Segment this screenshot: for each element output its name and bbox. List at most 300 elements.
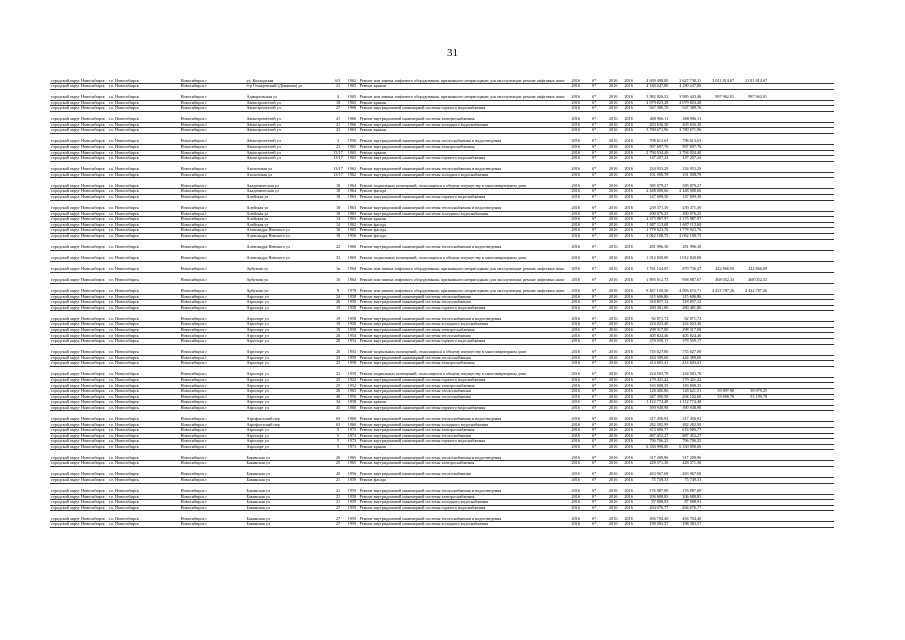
cell-year: 1952 — [345, 383, 358, 389]
cell-district: городской округ Новосибирск — [50, 405, 108, 411]
cell-work-type: Ремонт внутридомовой инженерной системы теплоснабжения — [359, 466, 569, 477]
cell-district: городской округ Новосибирск — [50, 483, 108, 494]
cell-district: городской округ Новосибирск — [50, 194, 108, 200]
cell-total-cost: 414 603,41 — [636, 361, 669, 367]
cell-other-cost — [801, 89, 834, 100]
cell-street: Аэропорт ул — [245, 366, 330, 377]
cell-house: 5 — [331, 439, 345, 445]
cell-city: Новосибирск г — [180, 444, 246, 450]
cell-owner-cost — [768, 73, 801, 84]
cell-street: Аэропорт ул — [245, 305, 330, 311]
cell-period: 6* — [583, 400, 606, 406]
cell-district: городской округ Новосибирск — [50, 305, 108, 311]
cell-fund-cost: 282 282,99 — [669, 422, 702, 428]
cell-city: Новосибирск г — [180, 311, 246, 322]
cell-year: 1965 — [345, 89, 358, 100]
cell-local-cost — [735, 250, 768, 261]
cell-work-type: Ремонт или замена лифтового оборудования, признанного непригодным для эксплуатации, ремонт лифтовых шахт — [359, 73, 569, 84]
cell-year: 1973 — [345, 428, 358, 434]
cell-street: Александра Невского ул — [245, 250, 330, 261]
cell-start-year: 2016 — [606, 505, 621, 511]
cell-street: Азолитовая ул — [245, 172, 330, 178]
cell-local-cost — [735, 239, 768, 250]
cell-year: 1965 — [345, 228, 358, 234]
cell-fund-cost: 183 808,35 — [669, 383, 702, 389]
cell-work-type: Ремонт крыши — [359, 84, 569, 90]
cell-city: Новосибирск г — [180, 389, 246, 395]
cell-street: Аэрофлотский пер — [245, 411, 330, 422]
cell-city: Новосибирск г — [180, 156, 246, 162]
cell-total-cost: 2 448 008,66 — [636, 189, 669, 195]
cell-district: городской округ Новосибирск — [50, 466, 108, 477]
cell-district: городской округ Новосибирск — [50, 327, 108, 333]
cell-plan-year: 2016 — [569, 239, 583, 250]
cell-start-year: 2016 — [606, 405, 621, 411]
cell-fund-cost: 2 794 034,40 — [669, 150, 702, 156]
cell-district: городской округ Новосибирск — [50, 333, 108, 339]
cell-city: Новосибирск г — [180, 261, 246, 272]
cell-plan-year: 2016 — [569, 294, 583, 300]
cell-budget-cost — [702, 311, 735, 322]
cell-street: Бакинская ул — [245, 483, 330, 494]
cell-end-year: 2016 — [621, 239, 636, 250]
cell-work-type: Ремонт внутридомовой инженерной системы электроснабжения — [359, 494, 569, 500]
cell-total-cost: 128 400,86 — [636, 389, 669, 395]
cell-owner-cost — [768, 450, 801, 461]
cell-city: Новосибирск г — [180, 383, 246, 389]
cell-house: 21 — [331, 494, 345, 500]
cell-city: Новосибирск г — [180, 377, 246, 383]
cell-fund-cost: 456 704,40 — [669, 511, 702, 522]
cell-year: 1956 — [345, 466, 358, 477]
cell-start-year: 2016 — [606, 250, 621, 261]
cell-street: Александра Невского ул — [245, 228, 330, 234]
cell-year: 1965 — [345, 150, 358, 156]
cell-work-type: Ремонт внутридомовой инженерной системы горячего водоснабжения — [359, 505, 569, 511]
cell-period: 6* — [583, 405, 606, 411]
cell-district: городской округ Новосибирск — [50, 377, 108, 383]
cell-owner-cost — [768, 511, 801, 522]
page-number: 31 — [447, 47, 458, 59]
cell-street: Бакинская ул — [245, 511, 330, 522]
cell-budget-cost — [702, 466, 735, 477]
cell-district: городской округ Новосибирск — [50, 272, 108, 283]
cell-settlement: г.о. Новосибирск — [108, 339, 180, 345]
cell-year: 1959 — [345, 477, 358, 483]
cell-settlement: г.о. Новосибирск — [108, 150, 180, 156]
cell-plan-year: 2016 — [569, 366, 583, 377]
cell-period: 6* — [583, 361, 606, 367]
cell-year: 1963 — [345, 128, 358, 134]
cell-end-year: 2016 — [621, 422, 636, 428]
cell-total-cost: 281 996,30 — [636, 239, 669, 250]
cell-end-year: 2016 — [621, 389, 636, 395]
cell-settlement: г.о. Новосибирск — [108, 377, 180, 383]
cell-start-year: 2016 — [606, 194, 621, 200]
cell-house: 45 — [331, 405, 345, 411]
cell-fund-cost: 444 389,60 — [669, 355, 702, 361]
cell-period: 6* — [583, 433, 606, 439]
cell-plan-year: 2016 — [569, 433, 583, 439]
cell-work-type: Ремонт подвальных помещений, относящихся к общему имуществу в многоквартирном доме — [359, 344, 569, 355]
cell-plan-year: 2016 — [569, 200, 583, 211]
cell-district: городской округ Новосибирск — [50, 433, 108, 439]
cell-work-type: Ремонт или замена лифтового оборудования, признанного непригодным для эксплуатации, ремонт лифтовых шахт — [359, 272, 569, 283]
cell-plan-year: 2016 — [569, 500, 583, 506]
cell-end-year: 2016 — [621, 411, 636, 422]
cell-city: Новосибирск г — [180, 283, 246, 294]
cell-start-year: 2016 — [606, 128, 621, 134]
cell-year: 1965 — [345, 100, 358, 106]
cell-period: 6* — [583, 200, 606, 211]
cell-year: 1954 — [345, 344, 358, 355]
cell-end-year: 2016 — [621, 222, 636, 228]
cell-end-year: 2016 — [621, 494, 636, 500]
cell-house: 23 — [331, 355, 345, 361]
cell-budget-cost — [702, 133, 735, 144]
cell-house: 8 — [331, 283, 345, 294]
cell-district: городской округ Новосибирск — [50, 178, 108, 189]
cell-house: 23 — [331, 361, 345, 367]
cell-district: городской округ Новосибирск — [50, 366, 108, 377]
cell-settlement: г.о. Новосибирск — [108, 344, 180, 355]
cell-total-cost: 75 749,33 — [636, 477, 669, 483]
cell-total-cost: 405 824,46 — [636, 333, 669, 339]
cell-settlement: г.о. Новосибирск — [108, 228, 180, 234]
cell-total-cost: 1 687 113,68 — [636, 222, 669, 228]
cell-city: Новосибирск г — [180, 272, 246, 283]
cell-end-year: 2016 — [621, 272, 636, 283]
cell-start-year: 2016 — [606, 161, 621, 172]
cell-period: 6* — [583, 450, 606, 461]
cell-start-year: 2016 — [606, 466, 621, 477]
cell-end-year: 2016 — [621, 128, 636, 134]
cell-city: Новосибирск г — [180, 461, 246, 467]
cell-street: Авиастроителей ул — [245, 156, 330, 162]
cell-fund-cost: 176 987,00 — [669, 483, 702, 494]
cell-owner-cost — [768, 250, 801, 261]
cell-year: 1963 — [345, 194, 358, 200]
cell-end-year: 2016 — [621, 405, 636, 411]
cell-city: Новосибирск г — [180, 189, 246, 195]
cell-total-cost: 4 639 498,00 — [636, 73, 669, 84]
cell-period: 6* — [583, 333, 606, 339]
cell-period: 6* — [583, 189, 606, 195]
cell-year: 1959 — [345, 511, 358, 522]
cell-year: 1965 — [345, 156, 358, 162]
cell-period: 6* — [583, 422, 606, 428]
cell-end-year: 2016 — [621, 161, 636, 172]
cell-start-year: 2016 — [606, 327, 621, 333]
cell-street: Авиастроителей ул — [245, 128, 330, 134]
cell-house: 14 — [331, 217, 345, 223]
cell-work-type: Ремонт подвальных помещений, относящихся к общему имуществу в многоквартирном доме — [359, 178, 569, 189]
cell-start-year: 2016 — [606, 477, 621, 483]
cell-owner-cost — [768, 366, 801, 377]
cell-end-year: 2016 — [621, 156, 636, 162]
cell-house: 20 — [331, 466, 345, 477]
cell-end-year: 2016 — [621, 322, 636, 328]
cell-start-year: 2016 — [606, 89, 621, 100]
cell-other-cost — [801, 111, 834, 122]
cell-period: 6* — [583, 73, 606, 84]
cell-budget-cost — [702, 511, 735, 522]
cell-city: Новосибирск г — [180, 222, 246, 228]
cell-start-year: 2016 — [606, 261, 621, 272]
cell-house: 13/17 — [331, 150, 345, 156]
cell-plan-year: 2016 — [569, 217, 583, 223]
cell-other-cost — [801, 411, 834, 422]
cell-city: Новосибирск г — [180, 361, 246, 367]
cell-district: городской округ Новосибирск — [50, 106, 108, 112]
cell-period: 6* — [583, 339, 606, 345]
cell-district: городской округ Новосибирск — [50, 150, 108, 156]
cell-period: 6* — [583, 494, 606, 500]
cell-work-type: Ремонт внутридомовой инженерной системы теплоснабжения — [359, 394, 569, 400]
cell-total-cost: 3 780 671,96 — [636, 128, 669, 134]
cell-owner-cost — [768, 261, 801, 272]
cell-district: городской округ Новосибирск — [50, 89, 108, 100]
cell-period: 6* — [583, 144, 606, 150]
cell-period: 6* — [583, 217, 606, 223]
cell-start-year: 2016 — [606, 322, 621, 328]
cell-year: 1973 — [345, 439, 358, 445]
cell-year: 1960 — [345, 411, 358, 422]
cell-settlement: г.о. Новосибирск — [108, 178, 180, 189]
cell-district: городской округ Новосибирск — [50, 294, 108, 300]
cell-settlement: г.о. Новосибирск — [108, 89, 180, 100]
cell-house: 1в — [331, 261, 345, 272]
cell-plan-year: 2016 — [569, 361, 583, 367]
cell-end-year: 2016 — [621, 178, 636, 189]
cell-total-cost: 298 317,00 — [636, 327, 669, 333]
cell-start-year: 2016 — [606, 217, 621, 223]
cell-start-year: 2016 — [606, 178, 621, 189]
cell-period: 6* — [583, 483, 606, 494]
cell-end-year: 2016 — [621, 522, 636, 528]
cell-street: Академическая ул — [245, 189, 330, 195]
cell-street: Алейская ул — [245, 222, 330, 228]
cell-house: 6/1 — [331, 73, 345, 84]
cell-plan-year: 2016 — [569, 233, 583, 239]
cell-street: Александра Невского ул — [245, 233, 330, 239]
cell-year: 1973 — [345, 444, 358, 450]
cell-house: 13/17 — [331, 161, 345, 172]
cell-year: 1964 — [345, 261, 358, 272]
cell-start-year: 2016 — [606, 422, 621, 428]
cell-year: 1973 — [345, 433, 358, 439]
cell-fund-cost: 198 383,57 — [669, 522, 702, 528]
cell-start-year: 2016 — [606, 189, 621, 195]
cell-city: Новосибирск г — [180, 439, 246, 445]
cell-settlement: г.о. Новосибирск — [108, 200, 180, 211]
cell-work-type: Ремонт крыши — [359, 400, 569, 406]
cell-fund-cost: 206 688,83 — [669, 494, 702, 500]
cell-fund-cost: 414 603,41 — [669, 361, 702, 367]
cell-plan-year: 2016 — [569, 522, 583, 528]
cell-city: Новосибирск г — [180, 200, 246, 211]
cell-plan-year: 2016 — [569, 300, 583, 306]
cell-street: Алейская ул — [245, 200, 330, 211]
cell-end-year: 2016 — [621, 439, 636, 445]
cell-work-type: Ремонт внутридомовой инженерной системы теплоснабжения и водоотведения — [359, 411, 569, 422]
cell-work-type: Ремонт крыши — [359, 217, 569, 223]
cell-start-year: 2016 — [606, 228, 621, 234]
cell-total-cost: 318 857,12 — [636, 300, 669, 306]
cell-plan-year: 2016 — [569, 272, 583, 283]
cell-budget-cost: 2 431 787,26 — [702, 283, 735, 294]
cell-house: 4 — [331, 89, 345, 100]
cell-district: городской округ Новосибирск — [50, 300, 108, 306]
cell-district: городской округ Новосибирск — [50, 189, 108, 195]
cell-start-year: 2016 — [606, 433, 621, 439]
cell-settlement: г.о. Новосибирск — [108, 327, 180, 333]
cell-city: Новосибирск г — [180, 161, 246, 172]
cell-work-type: Ремонт внутридомовой инженерной системы теплоснабжения — [359, 300, 569, 306]
cell-fund-cost: 2 448 008,66 — [669, 189, 702, 195]
cell-year: 1959 — [345, 494, 358, 500]
cell-work-type: Ремонт фасада — [359, 189, 569, 195]
cell-owner-cost — [768, 161, 801, 172]
cell-start-year: 2016 — [606, 511, 621, 522]
cell-street: Бакинская ул — [245, 494, 330, 500]
cell-year: 1956 — [345, 233, 358, 239]
cell-local-cost: 39 079,25 — [735, 389, 768, 395]
cell-work-type: Ремонт или замена лифтового оборудования, признанного непригодным для эксплуатации, ремонт лифтовых шахт — [359, 261, 569, 272]
cell-settlement: г.о. Новосибирск — [108, 505, 180, 511]
cell-local-cost — [735, 178, 768, 189]
table-row — [50, 344, 834, 355]
cell-period: 6* — [583, 377, 606, 383]
cell-street: Аэропорт ул — [245, 361, 330, 367]
cell-total-cost: 547 389,76 — [636, 106, 669, 112]
cell-settlement: г.о. Новосибирск — [108, 439, 180, 445]
cell-owner-cost — [768, 522, 801, 528]
cell-street: Бакинская ул — [245, 505, 330, 511]
cell-total-cost: 204 676,77 — [636, 505, 669, 511]
cell-work-type: Ремонт внутридомовой инженерной системы теплоснабжения и водоотведения — [359, 239, 569, 250]
cell-settlement: г.о. Новосибирск — [108, 522, 180, 528]
cell-year: 1958 — [345, 305, 358, 311]
cell-plan-year: 2016 — [569, 261, 583, 272]
cell-start-year: 2016 — [606, 461, 621, 467]
cell-budget-cost: 442 866,09 — [702, 261, 735, 272]
cell-total-cost: 239 371,30 — [636, 200, 669, 211]
cell-house: 21 — [331, 483, 345, 494]
cell-plan-year: 2016 — [569, 477, 583, 483]
cell-year: 1958 — [345, 361, 358, 367]
cell-district: городской округ Новосибирск — [50, 511, 108, 522]
cell-settlement: г.о. Новосибирск — [108, 433, 180, 439]
cell-total-cost: 200 076,25 — [636, 211, 669, 217]
cell-budget-cost: 2 011 814,67 — [702, 73, 735, 84]
cell-house: 26 — [331, 300, 345, 306]
cell-start-year: 2016 — [606, 494, 621, 500]
cell-city: Новосибирск г — [180, 339, 246, 345]
cell-start-year: 2016 — [606, 444, 621, 450]
cell-end-year: 2016 — [621, 228, 636, 234]
cell-fund-cost: 1 778 923,76 — [669, 228, 702, 234]
cell-end-year: 2016 — [621, 450, 636, 461]
cell-work-type: Ремонт внутридомовой инженерной системы электроснабжения — [359, 144, 569, 150]
cell-period: 6* — [583, 111, 606, 122]
cell-plan-year: 2016 — [569, 305, 583, 311]
cell-plan-year: 2016 — [569, 389, 583, 395]
cell-street: Алейская ул — [245, 217, 330, 223]
cell-end-year: 2016 — [621, 433, 636, 439]
cell-plan-year: 2016 — [569, 411, 583, 422]
cell-period: 6* — [583, 500, 606, 506]
cell-local-cost: 997 962,01 — [735, 89, 768, 100]
cell-city: Новосибирск г — [180, 144, 246, 150]
cell-district: городской округ Новосибирск — [50, 428, 108, 434]
cell-fund-cost: 887 452,27 — [669, 433, 702, 439]
cell-city: Новосибирск г — [180, 84, 246, 90]
cell-plan-year: 2016 — [569, 461, 583, 467]
cell-plan-year: 2016 — [569, 189, 583, 195]
cell-street: Авиастроителей ул — [245, 106, 330, 112]
cell-end-year: 2016 — [621, 483, 636, 494]
cell-work-type: Ремонт внутридомовой инженерной системы холодного водоснабжения — [359, 122, 569, 128]
cell-district: городской округ Новосибирск — [50, 400, 108, 406]
cell-total-cost: 263 967,68 — [636, 466, 669, 477]
cell-settlement: г.о. Новосибирск — [108, 394, 180, 400]
cell-work-type: Ремонт внутридомовой инженерной системы электроснабжения — [359, 327, 569, 333]
cell-fund-cost: 378 559,17 — [669, 339, 702, 345]
cell-year: 1956 — [345, 394, 358, 400]
cell-district: городской округ Новосибирск — [50, 228, 108, 234]
cell-settlement: г.о. Новосибирск — [108, 361, 180, 367]
cell-budget-cost — [702, 178, 735, 189]
cell-street: Авиастроителей ул — [245, 144, 330, 150]
cell-total-cost: 887 452,27 — [636, 433, 669, 439]
cell-street: Аэропорт ул — [245, 327, 330, 333]
cell-settlement: г.о. Новосибирск — [108, 161, 180, 172]
cell-start-year: 2016 — [606, 394, 621, 400]
cell-end-year: 2016 — [621, 189, 636, 195]
cell-total-cost: 147 207,24 — [636, 156, 669, 162]
cell-fund-cost: 2 375 987,97 — [669, 217, 702, 223]
cell-period: 6* — [583, 150, 606, 156]
cell-street: Аэропорт ул — [245, 322, 330, 328]
cell-work-type: Ремонт крыши — [359, 100, 569, 106]
cell-period: 6* — [583, 122, 606, 128]
cell-house: 5 — [331, 433, 345, 439]
cell-district: городской округ Новосибирск — [50, 161, 108, 172]
cell-budget-cost — [702, 483, 735, 494]
cell-year: 1960 — [345, 405, 358, 411]
cell-year: 1958 — [345, 294, 358, 300]
cell-total-cost: 206 688,83 — [636, 494, 669, 500]
table-row — [50, 466, 834, 477]
cell-end-year: 2016 — [621, 133, 636, 144]
cell-settlement: г.о. Новосибирск — [108, 333, 180, 339]
cell-district: городской округ Новосибирск — [50, 133, 108, 144]
cell-owner-cost — [768, 133, 801, 144]
cell-settlement: г.о. Новосибирск — [108, 111, 180, 122]
cell-period: 6* — [583, 156, 606, 162]
cell-district: городской округ Новосибирск — [50, 84, 108, 90]
cell-city: Новосибирск г — [180, 333, 246, 339]
cell-total-cost: 317 456,92 — [636, 411, 669, 422]
cell-year: 1965 — [345, 461, 358, 467]
cell-house: 18 — [331, 178, 345, 189]
cell-owner-cost — [768, 466, 801, 477]
cell-district: городской округ Новосибирск — [50, 522, 108, 528]
cell-work-type: Ремонт подвальных помещений, относящихся к общему имуществу в многоквартирном доме — [359, 250, 569, 261]
cell-settlement: г.о. Новосибирск — [108, 422, 180, 428]
cell-plan-year: 2016 — [569, 111, 583, 122]
